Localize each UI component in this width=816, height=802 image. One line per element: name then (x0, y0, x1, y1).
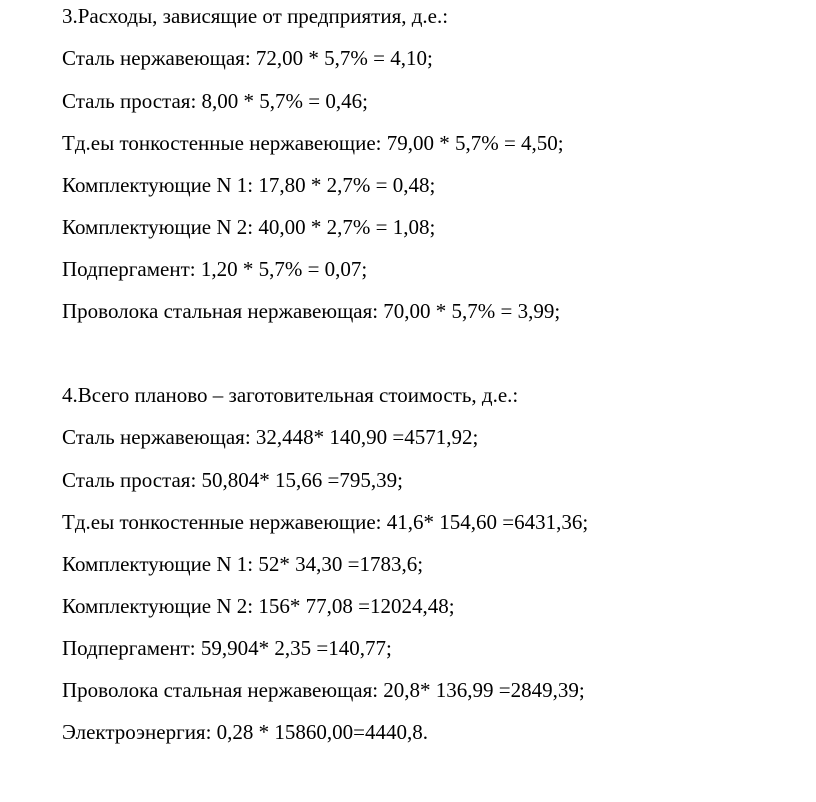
section-4-line-8: Электроэнергия: 0,28 * 15860,00=4440,8. (62, 720, 429, 744)
section-3-line-7: Проволока стальная нержавеющая: 70,00 * 5,7% = 3,99; (62, 299, 561, 323)
section-4-line-5: Комплектующие N 2: 156* 77,08 =12024,48; (62, 594, 455, 618)
section-3-line-4: Комплектующие N 1: 17,80 * 2,7% = 0,48; (62, 173, 436, 197)
section-4-line-6: Подпергамент: 59,904* 2,35 =140,77; (62, 636, 392, 660)
section-4-line-1: Сталь нержавеющая: 32,448* 140,90 =4571,92; (62, 425, 479, 449)
section-3-line-6: Подпергамент: 1,20 * 5,7% = 0,07; (62, 257, 368, 281)
section-4-line-4: Комплектующие N 1: 52* 34,30 =1783,6; (62, 552, 424, 576)
section-4-heading: 4.Всего планово – заготовительная стоимость, д.е.: (62, 383, 519, 407)
section-4-line-7: Проволока стальная нержавеющая: 20,8* 136,99 =2849,39; (62, 678, 585, 702)
section-3-line-5: Комплектующие N 2: 40,00 * 2,7% = 1,08; (62, 215, 436, 239)
section-3-line-3: Тд.еы тонкостенные нержавеющие: 79,00 * 5,7% = 4,50; (62, 131, 564, 155)
section-3-line-2: Сталь простая: 8,00 * 5,7% = 0,46; (62, 89, 368, 113)
section-3-line-1: Сталь нержавеющая: 72,00 * 5,7% = 4,10; (62, 46, 433, 70)
section-3-heading: 3.Расходы, зависящие от предприятия, д.е.: (62, 4, 449, 28)
section-4-line-3: Тд.еы тонкостенные нержавеющие: 41,6* 154,60 =6431,36; (62, 510, 589, 534)
section-4-line-2: Сталь простая: 50,804* 15,66 =795,39; (62, 468, 403, 492)
